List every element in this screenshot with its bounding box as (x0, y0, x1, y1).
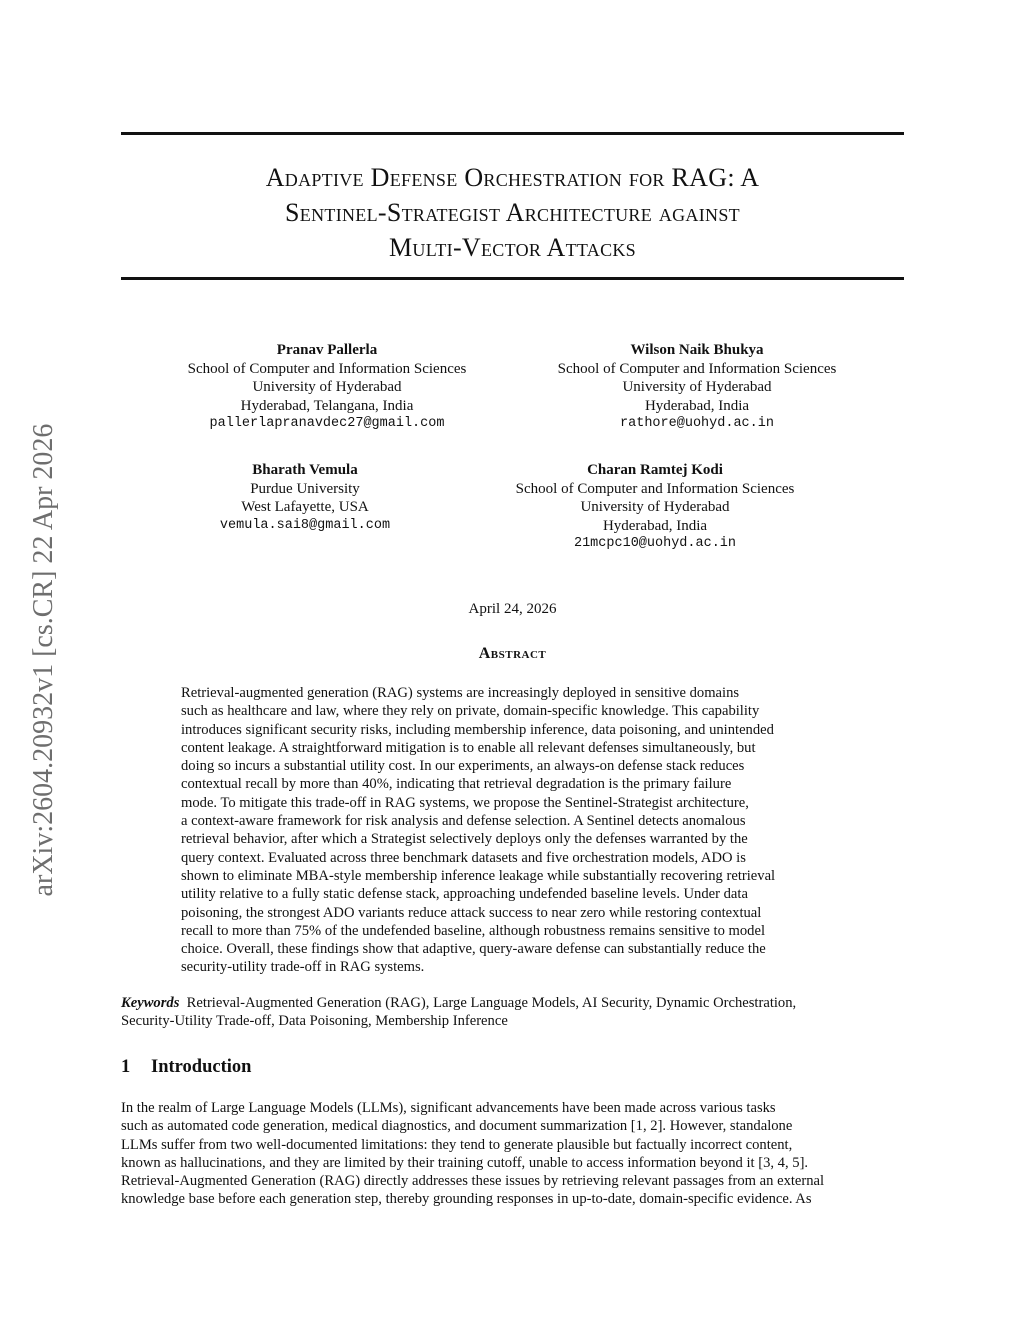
abstract-line: choice. Overall, these findings show that adaptive, query-aware defense can substantially reduce the (181, 941, 766, 958)
author-institution: University of Hyderabad (252, 379, 402, 395)
keywords-list: Retrieval-Augmented Generation (RAG), Large Language Models, AI Security, Dynamic Orchestration, (186, 995, 797, 1011)
author-block (490, 461, 820, 554)
body-line: knowledge base before each generation step, thereby grounding responses in up-to-date, domain-specific evidence. As (121, 1191, 812, 1208)
body-line: known as hallucinations, and they are limited by their training cutoff, unable to access information beyond it [3, 4, 5]. (121, 1154, 809, 1171)
abstract-line: contextual recall by more than 40%, indicating that retrieval degradation is the primary failure (181, 776, 732, 793)
author-block (532, 341, 862, 434)
author-name: Pranav Pallerla (276, 342, 378, 358)
keywords-label: Keywords (121, 995, 180, 1011)
abstract-line: a context-aware framework for risk analysis and defense selection. A Sentinel detects anomalous (181, 813, 746, 830)
abstract-line: introduces significant security risks, including membership inference, data poisoning, and unintended (181, 721, 774, 738)
author-institution: University of Hyderabad (580, 499, 730, 515)
body-line: Retrieval-Augmented Generation (RAG) directly addresses these issues by retrieving relevant passages from an external (121, 1173, 825, 1190)
author-location: Hyderabad, India (602, 517, 708, 534)
abstract-line: security-utility trade-off in RAG systems. (181, 959, 425, 976)
body-line: such as automated code generation, medical diagnostics, and document summarization [1, 2]. However, standalone (121, 1118, 793, 1135)
section-number: 1 (121, 1057, 131, 1077)
author-name: Bharath Vemula (252, 462, 358, 478)
author-email: rathore@uohyd.ac.in (620, 416, 774, 431)
abstract-body (181, 684, 844, 977)
abstract-line: poisoning, the strongest ADO variants reduce attack success to near zero while restoring contextual (181, 904, 762, 921)
title-bottom-rule (121, 277, 904, 280)
introduction-body (121, 1099, 906, 1209)
author-affiliation: School of Computer and Information Sciences (515, 480, 795, 497)
title-line: Sentinel-Strategist Architecture against (285, 198, 740, 227)
abstract-line: retrieval behavior, after which a Strategist selectively deploys only the defenses warranted by the (181, 831, 748, 848)
abstract-line: shown to eliminate MBA-style membership inference leakage while substantially recovering retrieval (181, 867, 776, 884)
paper-title (121, 160, 904, 265)
author-email: vemula.sai8@gmail.com (219, 517, 391, 533)
publication-date: April 24, 2026 (468, 601, 557, 617)
author-institution: University of Hyderabad (622, 379, 772, 395)
abstract-line: utility relative to a fully static defense stack, approaching undefended baseline levels. Under data (181, 886, 748, 903)
abstract-line: query context. Evaluated across three benchmark datasets and five orchestration models, ADO is (181, 849, 746, 866)
author-affiliation: School of Computer and Information Sciences (187, 360, 467, 377)
keywords-list-continued: Security-Utility Trade-off, Data Poisoning, Membership Inference (121, 1013, 508, 1030)
keywords-block (121, 994, 906, 1031)
arxiv-identifier-stamp: arXiv:2604.20932v1 [cs.CR] 22 Apr 2026 (28, 423, 59, 897)
abstract-line: doing so incurs a substantial utility cost. In our experiments, an always-on defense stack reduces (181, 758, 745, 775)
abstract-line: recall to more than 75% of the undefended baseline, although robustness remains sensitive to model (181, 922, 765, 939)
author-location: Hyderabad, Telangana, India (240, 397, 414, 414)
author-affiliation: School of Computer and Information Sciences (557, 360, 837, 377)
author-institution: Purdue University (250, 480, 360, 497)
title-line: Adaptive Defense Orchestration for RAG: A (265, 163, 760, 192)
abstract-line: content leakage. A straightforward mitigation is to enable all relevant defenses simultaneously, but (181, 739, 756, 756)
body-line: LLMs suffer from two well-documented limitations: they tend to generate plausible but factually incorrect content, (121, 1136, 793, 1153)
author-block (162, 341, 492, 434)
author-name: Charan Ramtej Kodi (587, 462, 723, 478)
author-email: pallerlapranavdec27@gmail.com (209, 416, 445, 431)
abstract-line: mode. To mitigate this trade-off in RAG systems, we propose the Sentinel-Strategist architecture, (181, 794, 749, 811)
author-block (160, 461, 450, 535)
abstract-line: Retrieval-augmented generation (RAG) systems are increasingly deployed in sensitive domains (181, 685, 740, 701)
section-heading (121, 1057, 251, 1078)
abstract-heading: Abstract (478, 645, 547, 662)
author-email: 21mcpc10@uohyd.ac.in (573, 536, 737, 551)
title-top-rule (121, 132, 904, 135)
body-line: In the realm of Large Language Models (LLMs), significant advancements have been made across various tasks (121, 1100, 776, 1116)
abstract-line: such as healthcare and law, where they rely on private, domain-specific knowledge. This capability (181, 703, 760, 720)
author-location: Hyderabad, India (644, 397, 750, 414)
title-line: Multi-Vector Attacks (389, 233, 636, 262)
author-location: West Lafayette, USA (241, 499, 369, 515)
section-title: Introduction (151, 1057, 252, 1077)
author-name: Wilson Naik Bhukya (630, 342, 764, 358)
